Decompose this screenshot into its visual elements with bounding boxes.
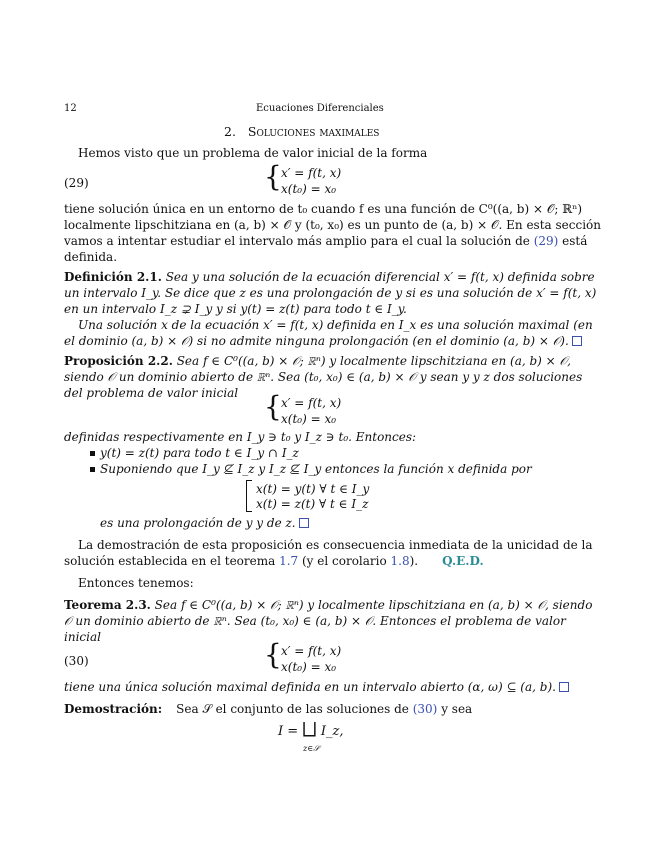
intro-text: Hemos visto que un problema de valor inicial de la forma — [78, 146, 428, 160]
para1-line1: tiene solución única en un entorno de t₀ cuando f es una función de C⁰((a, b) × 𝒪; ℝⁿ) — [64, 202, 583, 216]
end-of-proposition-square-icon — [299, 518, 309, 528]
section-title — [224, 124, 379, 139]
para2-text-end: ). — [409, 554, 419, 568]
left-brace: { — [264, 638, 282, 671]
proposition-2-2-line4: definidas respectivamente en I_y ∋ t₀ y I_z ∋ t₀. Entonces: — [64, 430, 417, 444]
end-of-theorem-square-icon — [559, 682, 569, 692]
section-number: 2. — [224, 124, 236, 139]
para3: Entonces tenemos: — [78, 576, 194, 590]
case-line1: x(t) = y(t) ∀ t ∈ I_y — [256, 482, 370, 496]
prop-system-line2: x(t₀) = x₀ — [281, 412, 337, 426]
end-of-definition-square-icon — [572, 336, 582, 346]
definition-end-text: el dominio (a, b) × 𝒪) si no admite ninguna prolongación (en el dominio (a, b) × 𝒪). — [64, 334, 569, 348]
case-line2: x(t) = z(t) ∀ t ∈ I_z — [256, 497, 369, 511]
equation-number-30: (30) — [64, 654, 89, 668]
para1-text: vamos a intentar estudiar el intervalo más amplio para el cual la solución de — [64, 234, 534, 248]
definition-2-1-line1 — [64, 270, 595, 285]
definition-2-1-line3: en un intervalo I_z ⊋ I_y y si y(t) = z(t) para todo t ∈ I_y. — [64, 302, 407, 316]
left-brace: { — [264, 390, 282, 423]
corollary-1-8-link[interactable]: 1.8 — [390, 554, 410, 568]
theorem-end-text: tiene una única solución maximal definida en un intervalo abierto (α, ω) ⊆ (a, b). — [64, 680, 556, 694]
eq29-line2: x(t₀) = x₀ — [281, 182, 337, 196]
theorem-1-7-link[interactable]: 1.7 — [279, 554, 299, 568]
union-formula — [278, 719, 344, 740]
definition-2-1-line2: un intervalo I_y. Se dice que z es una prolongación de y si es una solución de x′ = f(t, x) — [64, 286, 597, 300]
qed-mark: Q.E.D. — [442, 554, 484, 568]
union-subscript: z∈𝒮 — [303, 744, 320, 753]
para2-line1: La demostración de esta proposición es consecuencia inmediata de la unicidad de la — [78, 538, 593, 552]
theorem-2-3-line1 — [64, 598, 592, 613]
definition-text: Sea y una solución de la ecuación diferencial x′ = f(t, x) definida sobre — [161, 270, 595, 284]
section-name: Soluciones maximales — [247, 124, 380, 139]
theorem-2-3-line3: inicial — [64, 630, 101, 644]
proposition-closing-text: es una prolongación de y y de z. — [100, 516, 296, 530]
proof-text: Sea 𝒮 el conjunto de las soluciones de — [176, 702, 413, 716]
definition-heading: Definición 2.1. — [64, 270, 162, 284]
bullet-icon — [90, 467, 95, 472]
para2-line2 — [64, 554, 484, 569]
para2-text-mid: (y el corolario — [298, 554, 391, 568]
para1-line3 — [64, 234, 587, 249]
proposition-bullet1: y(t) = z(t) para todo t ∈ I_y ∩ I_z — [100, 446, 299, 460]
proof-heading: Demostración: — [64, 702, 163, 716]
para1-line4: definida. — [64, 250, 118, 264]
proposition-2-2-line2: siendo 𝒪 un dominio abierto de ℝⁿ. Sea (t₀, x₀) ∈ (a, b) × 𝒪 y sean y y z dos soluciones — [64, 370, 583, 384]
eq30-line1: x′ = f(t, x) — [281, 644, 342, 658]
definition-2-1-line4: Una solución x de la ecuación x′ = f(t, x) definida en I_x es una solución maximal (en — [78, 318, 593, 332]
left-bracket — [246, 480, 252, 512]
eq29-line1: x′ = f(t, x) — [281, 166, 342, 180]
proposition-2-2-line1 — [64, 354, 571, 369]
eq30-line2: x(t₀) = x₀ — [281, 660, 337, 674]
proposition-heading: Proposición 2.2. — [64, 354, 173, 368]
bullet-icon — [90, 451, 95, 456]
running-title: Ecuaciones Diferenciales — [256, 103, 384, 114]
proposition-text: Sea f ∈ C⁰((a, b) × 𝒪; ℝⁿ) y localmente lipschitziana en (a, b) × 𝒪, — [172, 354, 571, 368]
theorem-text: Sea f ∈ C⁰((a, b) × 𝒪; ℝⁿ) y localmente lipschitziana en (a, b) × 𝒪, siendo — [150, 598, 593, 612]
theorem-2-3-line2: 𝒪 un dominio abierto de ℝⁿ. Sea (t₀, x₀) ∈ (a, b) × 𝒪. Entonces el problema de valor — [64, 614, 566, 628]
left-brace: { — [264, 160, 282, 193]
para2-text: solución establecida en el teorema — [64, 554, 280, 568]
eq30-ref-link[interactable]: (30) — [412, 702, 438, 716]
proposition-bullet2: Suponiendo que I_y ⊈ I_z y I_z ⊈ I_y entonces la función x definida por — [100, 462, 532, 476]
proof-text-end: y sea — [437, 702, 473, 716]
proposition-closing — [100, 516, 309, 531]
disjoint-union-symbol: ⨆ — [302, 719, 317, 740]
definition-2-1-line5 — [64, 334, 582, 349]
eq29-ref-link[interactable]: (29) — [533, 234, 559, 248]
formula-lhs: I = — [278, 724, 303, 739]
para1-text-end: está — [558, 234, 588, 248]
formula-rhs: I_z, — [316, 724, 344, 739]
equation-number-29: (29) — [64, 176, 89, 190]
prop-system-line1: x′ = f(t, x) — [281, 396, 342, 410]
proposition-2-2-line3: del problema de valor inicial — [64, 386, 239, 400]
page-number: 12 — [64, 103, 77, 114]
theorem-heading: Teorema 2.3. — [64, 598, 151, 612]
theorem-2-3-line4 — [64, 680, 569, 695]
para1-line2: localmente lipschitziana en (a, b) × 𝒪 y (t₀, x₀) es un punto de (a, b) × 𝒪. En esta sección — [64, 218, 601, 232]
proof-line — [64, 702, 472, 717]
